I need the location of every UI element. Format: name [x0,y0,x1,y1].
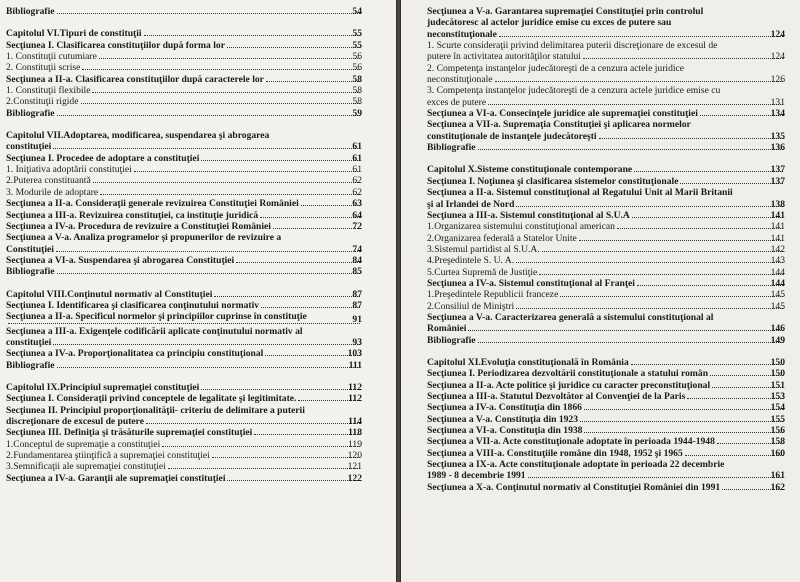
toc-subentry[interactable] [427,301,785,312]
toc-entry-title: 1989 - 8 decembrie 1991 [427,470,526,482]
toc-entry-title: Secţiunea a III-a. Exigenţele codificării aplicate conţinutului normativ al [6,325,303,337]
toc-heading-entry[interactable] [427,482,785,493]
toc-entry-title: constituţiei [6,141,52,153]
dot-leader [632,217,783,218]
toc-entry-title: Capitolul VI.Tipuri de constituţii [6,28,142,40]
dot-leader [92,92,360,93]
toc-heading-entry[interactable] [427,391,785,402]
toc-subentry[interactable] [6,164,362,175]
toc-page-number: 143 [770,255,785,267]
dot-leader [542,251,783,252]
toc-page-number: 56 [352,62,362,74]
toc-entry-title: Secţiunea a VIII-a. Constituţiile române din 1948, 1952 şi 1965 [427,447,683,459]
toc-page-number: 161 [770,470,785,482]
toc-heading-entry[interactable] [6,255,362,266]
toc-heading-entry[interactable] [6,348,362,359]
toc-heading-entry[interactable] [6,427,362,438]
toc-heading-entry[interactable] [427,312,785,323]
toc-page-number: 112 [348,381,362,393]
toc-entry-title: Bibliografie [427,334,476,346]
toc-entry-title: 3. Modurile de adoptare [6,186,99,198]
toc-entry-title: Secţiunea I. Periodizarea dezvoltării constituţionale a statului român [427,368,709,380]
toc-heading-entry[interactable] [6,360,362,371]
toc-column-right [427,6,785,493]
dot-leader [617,228,783,229]
toc-entry-title: Secţiunea I. Clasificarea constituţiilor după forma lor [6,39,225,51]
toc-entry-title: Secţiunea a IV-a. Sistemul constituţional al Franţei [427,277,635,289]
toc-heading-entry[interactable] [6,416,362,427]
toc-page-number: 131 [770,96,785,108]
dot-leader [57,115,361,116]
toc-page-number: 162 [770,481,785,493]
toc-entry-title: Secţiunea a VII-a. Supremaţia Constituţiei şi aplicarea normelor [427,119,691,131]
toc-entry-title: 1. Constituţii flexibile [6,85,91,97]
toc-subentry[interactable] [6,450,362,461]
toc-entry-title: Secţiunea a IV-a. Proporţionalitatea ca principiu constituţional [6,348,264,360]
dot-leader [261,307,360,308]
dot-leader [227,480,360,481]
toc-entry-title: Secţiunea a IV-a. Constituţia din 1866 [427,402,582,414]
dot-leader [539,274,783,275]
toc-page-number: 118 [348,427,362,439]
toc-entry-title: 5.Curtea Supremă de Justiţie [427,266,538,278]
toc-page-number: 114 [348,416,362,427]
toc-heading-entry[interactable] [427,323,785,334]
toc-entry-title: Secţiunea a V-a. Analiza programelor şi propunerilor de revizuire a [6,232,282,244]
dot-leader [214,296,360,297]
toc-page-number: 112 [348,393,362,405]
toc-entry-title: Secţiunea I. Consideraţii privind conceptele de legalitate şi legitimitate. [6,393,297,405]
dot-leader [468,330,783,331]
toc-page-number: 142 [770,243,785,255]
toc-page-number: 124 [770,28,785,40]
toc-page-number: 61 [352,164,362,176]
toc-entry-title: Capitolul VIII.Conţinutul normativ al Constituţiei [6,288,213,300]
toc-subentry[interactable] [427,233,785,244]
toc-entry-title: 2. Constituţii scrise [6,62,81,74]
toc-page-number: 61 [352,152,362,164]
toc-page-number: 149 [770,334,785,346]
toc-page-number: 154 [770,402,785,414]
toc-heading-entry[interactable] [6,393,362,404]
toc-entry-title: Secţiunea a II-a. Sistemul constituţional al Regatului Unit al Marii Britanii [427,187,733,199]
toc-entry-title: 1.Preşedintele Republicii franceze [427,289,559,301]
dot-leader [212,457,360,458]
toc-entry-title: Secţiunea a VI-a. Consecinţele juridice ale supremaţiei constituţiei [427,108,698,120]
toc-page-number: 54 [352,6,362,17]
section-gap [427,153,785,164]
toc-subentry[interactable] [427,244,785,255]
toc-page-number: 120 [347,450,362,462]
toc-page-number: 55 [352,39,362,51]
toc-entry-title: Secţiunea I. Identificarea şi clasificarea conţinutului normativ [6,299,260,311]
toc-page-number: 137 [770,164,785,176]
dot-leader [8,323,360,324]
toc-entry-title: Secţiunea a II-a. Acte politice şi juridice cu caracter preconstituţional [427,379,711,391]
toc-column-left [6,6,362,484]
section-gap [6,119,362,130]
toc-entry-title: 3. Competenţa instanţelor judecătoreşti de a cenzura actele juridice emise cu [427,85,721,97]
toc-entry-title: Secţiunea I. Noţiunea şi clasificarea sistemelor constituţionale [427,175,679,187]
dot-leader [478,149,784,150]
section-gap [427,346,785,357]
toc-page-number: 91 [352,314,362,326]
toc-entry-title: Constituţiei [6,243,54,255]
toc-entry-title: 1. Constituţii cutumiare [6,51,97,63]
dot-leader [53,344,360,345]
toc-subentry[interactable] [6,51,362,62]
toc-page-number: 141 [770,232,785,244]
toc-entry-title: 2. Competenţa instanţelor judecătoreşti de a cenzura actele juridice [427,62,685,74]
toc-entry-title: 2.Constituţii rigide [6,96,79,108]
dot-leader [260,217,360,218]
dot-leader [516,206,783,207]
dot-leader [499,36,783,37]
toc-subentry[interactable] [6,439,362,450]
toc-heading-entry[interactable] [427,380,785,391]
section-gap [6,17,362,28]
toc-page-number: 136 [770,142,785,154]
dot-leader [99,58,360,59]
toc-entry-title: Bibliografie [6,266,55,278]
dot-leader [599,138,783,139]
left-page [0,0,396,582]
toc-page-number: 85 [352,266,362,278]
dot-leader [488,104,783,105]
toc-heading-entry[interactable] [6,473,362,484]
toc-entry-title: Bibliografie [6,359,55,371]
toc-subentry[interactable] [427,40,785,51]
toc-entry-title: Secţiunea a IV-a. Procedura de revizuire a Constituţiei României [6,220,271,232]
toc-page-number: 150 [770,356,785,368]
toc-heading-entry[interactable] [427,131,785,142]
toc-heading-entry[interactable] [427,164,785,175]
toc-entry-title: putere în activitatea autorităţilor statului [427,51,581,63]
toc-heading-entry[interactable] [427,187,785,198]
toc-page-number: 103 [347,348,362,360]
toc-entry-title: Capitolul VII.Adoptarea, modificarea, suspendarea şi abrogarea [6,130,270,142]
toc-entry-title: 1.Organizarea sistemului constituţional american [427,221,615,233]
dot-leader [584,409,783,410]
toc-subentry[interactable] [6,461,362,472]
toc-entry-title: Capitolul XI.Evoluţia constituţională în România [427,356,629,368]
toc-page-number: 156 [770,425,785,437]
toc-heading-entry[interactable] [6,40,362,51]
dot-leader [57,13,361,14]
toc-heading-entry[interactable] [6,210,362,221]
toc-entry-title: exces de putere [427,96,487,108]
toc-page-number: 135 [770,130,785,142]
toc-subentry[interactable] [427,255,785,266]
dot-leader [583,58,783,59]
toc-entry-title: constituţiei [6,336,52,348]
toc-entry-title: Secţiunea a V-a. Caracterizarea generală a sistemului constituţional al [427,311,714,323]
dot-leader [634,171,783,172]
toc-page-number: 141 [770,209,785,221]
dot-leader [478,342,784,343]
toc-heading-entry[interactable] [6,198,362,209]
dot-leader [146,423,360,424]
toc-page-number: 111 [348,359,362,371]
toc-heading-entry[interactable] [427,142,785,153]
toc-subentry[interactable] [427,97,785,108]
toc-entry-title: 1. Scurte consideraţii privind delimitarea puterii discreţionare de excesul de [427,40,718,52]
toc-subentry[interactable] [6,175,362,186]
dot-leader [100,194,360,195]
section-gap [6,278,362,289]
toc-entry-title: 3.Semnificaţii ale supremaţiei constituţiei [6,461,166,473]
toc-heading-entry[interactable] [427,6,785,17]
dot-leader [685,455,783,456]
toc-entry-title: Secţiunea a V-a. Constituţia din 1923 [427,413,579,425]
toc-entry-title: constituţionale de instanţele judecătoreşti [427,130,597,142]
toc-heading-entry[interactable] [427,278,785,289]
toc-entry-title: Secţiunea a VI-a. Constituţia din 1938 [427,425,583,437]
toc-heading-entry[interactable] [427,119,785,130]
toc-page-number: 61 [352,141,362,153]
toc-heading-entry[interactable] [6,108,362,119]
toc-entry-title: Secţiunea a II-a. Consideraţii generale revizuirea Constituţiei României [6,198,299,210]
toc-entry-title: 2.Consiliul de Miniştri [427,300,515,312]
toc-page-number: 59 [352,107,362,119]
toc-heading-entry[interactable] [6,6,362,17]
toc-entry-title: Bibliografie [427,142,476,154]
toc-page-number: 84 [352,254,362,266]
toc-heading-entry[interactable] [6,244,362,255]
toc-heading-entry[interactable] [427,108,785,119]
dot-leader [266,81,360,82]
toc-entry-title: Secţiunea a III-a. Sistemul constituţional al S.U.A [427,209,630,221]
toc-heading-entry[interactable] [427,448,785,459]
toc-heading-entry[interactable] [427,357,785,368]
toc-page-number: 58 [352,96,362,108]
dot-leader [495,81,783,82]
toc-subentry[interactable] [427,51,785,62]
toc-page-number: 145 [770,300,785,312]
toc-entry-title: discreţionare de excesul de putere [6,416,145,427]
toc-page-number: 122 [347,472,362,484]
toc-entry-title: Secţiunea a IV-a. Garanţii ale supremaţiei constituţiei [6,472,226,484]
toc-heading-entry[interactable] [427,210,785,221]
toc-subentry[interactable] [427,74,785,85]
toc-page-number: 93 [352,336,362,348]
toc-entry-title: Secţiunea a VI-a. Suspendarea şi abrogarea Constituţiei [6,254,235,266]
toc-entry-title: Secţiunea a VII-a. Acte constituţionale adoptate în perioada 1944-1948 [427,436,715,448]
dot-leader [528,477,783,478]
dot-leader [134,171,360,172]
toc-entry-title: Secţiunea II. Principiul proporţionalităţii- criteriu de delimitare a puterii [6,404,305,416]
dot-leader [56,251,360,252]
toc-heading-entry[interactable] [6,28,362,39]
toc-page-number: 155 [770,413,785,425]
toc-page-number: 146 [770,323,785,335]
toc-page-number: 55 [352,28,362,40]
dot-leader [201,389,360,390]
toc-heading-entry[interactable] [427,470,785,481]
toc-heading-entry[interactable] [6,130,362,141]
toc-entry-title: Secţiunea a II-a. Specificul normelor şi principiilor cuprinse în constituţie [6,311,307,323]
toc-page-number: 124 [770,51,785,63]
toc-page-number: 72 [352,220,362,232]
toc-entry-title: Secţiunea a IX-a. Acte constituţionale adoptate în perioada 22 decembrie [427,459,725,471]
dot-leader [580,421,783,422]
toc-entry-title: 2.Fundamentarea ştiinţifică a supremaţiei constituţiei [6,450,210,462]
toc-page-number: 87 [352,288,362,300]
toc-heading-entry[interactable] [427,402,785,413]
dot-leader [254,434,360,435]
toc-page-number: 134 [770,108,785,120]
toc-subentry[interactable] [6,96,362,107]
toc-heading-entry[interactable] [427,414,785,425]
toc-entry-title: 1.Conceptul de supremaţie a constituţiei [6,438,161,450]
toc-page-number: 58 [352,73,362,85]
dot-leader [57,367,361,368]
toc-entry-title: Capitolul X.Sisteme constituţionale contemporane [427,164,633,176]
toc-entry-title: 2.Organizarea federală a Statelor Unite [427,232,577,244]
toc-page-number: 150 [770,368,785,380]
toc-heading-entry[interactable] [427,368,785,379]
toc-entry-title: Secţiunea a V-a. Garantarea supremaţiei Constituţiei prin controlul [427,6,704,17]
toc-heading-entry[interactable] [427,176,785,187]
toc-page-number: 58 [352,85,362,97]
toc-subentry[interactable] [6,187,362,198]
toc-heading-entry[interactable] [6,405,362,416]
toc-heading-entry[interactable] [6,221,362,232]
toc-heading-entry[interactable] [6,326,362,337]
toc-entry-title: 3.Sistemul partidist al S.U.A. [427,243,540,255]
dot-leader [168,468,360,469]
toc-entry-title: judecătoresc al actelor juridice emise cu exces de putere sau [427,17,672,29]
dot-leader [680,183,783,184]
toc-heading-entry[interactable] [6,337,362,348]
toc-heading-entry[interactable] [427,436,785,447]
dot-leader [236,262,360,263]
dot-leader [57,273,361,274]
toc-entry-title: Secţiunea I. Procedee de adoptare a constituţiei [6,152,200,164]
toc-page-number: 153 [770,391,785,402]
toc-heading-entry[interactable] [6,382,362,393]
toc-entry-title: 1. Iniţiativa adoptării constituţiei [6,164,132,176]
toc-heading-entry[interactable] [427,459,785,470]
toc-page-number: 145 [770,289,785,301]
toc-heading-entry[interactable] [6,232,362,243]
toc-entry-title: României [427,323,467,335]
toc-entry-title: Secţiunea III. Definiţia şi trăsăturile supremaţiei constituţiei [6,427,253,439]
toc-page-number: 144 [770,266,785,278]
toc-entry-title: Secţiunea a X-a. Conţinutul normativ al Constituţiei României din 1991 [427,481,721,493]
toc-page-number: 56 [352,51,362,63]
toc-page-number: 141 [770,221,785,233]
toc-subentry[interactable] [6,85,362,96]
dot-leader [53,148,360,149]
toc-page-number: 64 [352,209,362,221]
dot-leader [560,296,783,297]
toc-heading-entry[interactable] [427,335,785,346]
toc-page-number: 158 [770,436,785,448]
dot-leader [579,240,783,241]
toc-page-number: 160 [770,447,785,459]
toc-subentry[interactable] [427,221,785,232]
dot-leader [81,103,361,104]
dot-leader [273,228,360,229]
toc-page-number: 121 [347,461,362,473]
toc-heading-entry[interactable] [6,74,362,85]
toc-heading-entry[interactable] [427,17,785,28]
toc-subentry[interactable] [427,85,785,96]
dot-leader [516,308,783,309]
dot-leader [584,432,783,433]
toc-subentry[interactable] [427,63,785,74]
toc-page-number: 62 [352,186,362,198]
toc-heading-entry[interactable] [6,266,362,277]
toc-subentry[interactable] [427,289,785,300]
toc-entry-title: şi al Irlandei de Nord [427,198,515,210]
dot-leader [201,160,360,161]
right-page [401,0,800,582]
toc-entry-title: Secţiunea a III-a. Revizuirea constituţiei, ca instituţie juridică [6,209,259,221]
toc-page-number: 74 [352,243,362,255]
toc-entry-title: 2.Puterea constituantă [6,175,91,187]
toc-heading-entry[interactable] [6,289,362,300]
toc-entry-title: Bibliografie [6,107,55,119]
toc-entry-title: neconstituţionale [427,28,497,40]
section-gap [6,371,362,382]
toc-page-number: 119 [347,438,362,450]
toc-heading-entry[interactable] [427,29,785,40]
toc-page-number: 87 [352,299,362,311]
toc-entry-title: Capitolul IX.Principiul supremaţiei constituţiei [6,381,200,393]
dot-leader [162,446,360,447]
toc-heading-entry[interactable] [427,425,785,436]
toc-page-number: 137 [770,175,785,187]
toc-entry-title: neconstituţionale [427,74,493,86]
toc-entry-title: 4.Preşedintele S. U. A. [427,255,515,267]
toc-page-number: 126 [770,74,785,86]
dot-leader [144,35,360,36]
toc-entry-title: Secţiunea a III-a. Statutul Dezvoltător al Convenţiei de la Paris [427,391,686,402]
dot-leader [516,262,783,263]
toc-heading-entry[interactable] [427,199,785,210]
dot-leader [93,182,360,183]
dot-leader [82,69,360,70]
toc-subentry[interactable] [427,267,785,278]
toc-heading-entry[interactable] [6,311,362,322]
toc-entry-title: Bibliografie [6,6,55,17]
toc-page-number: 138 [770,198,785,210]
toc-page-number: 62 [352,175,362,187]
toc-heading-entry[interactable] [6,300,362,311]
toc-page-number: 151 [770,379,785,391]
toc-heading-entry[interactable] [6,153,362,164]
toc-entry-title: Secţiunea a II-a. Clasificarea constituţiilor după caracterele lor [6,73,264,85]
dot-leader [227,47,360,48]
toc-page-number: 63 [352,198,362,210]
dot-leader [637,285,783,286]
dot-leader [631,364,783,365]
toc-subentry[interactable] [6,62,362,73]
toc-heading-entry[interactable] [6,141,362,152]
toc-page-number: 144 [770,277,785,289]
